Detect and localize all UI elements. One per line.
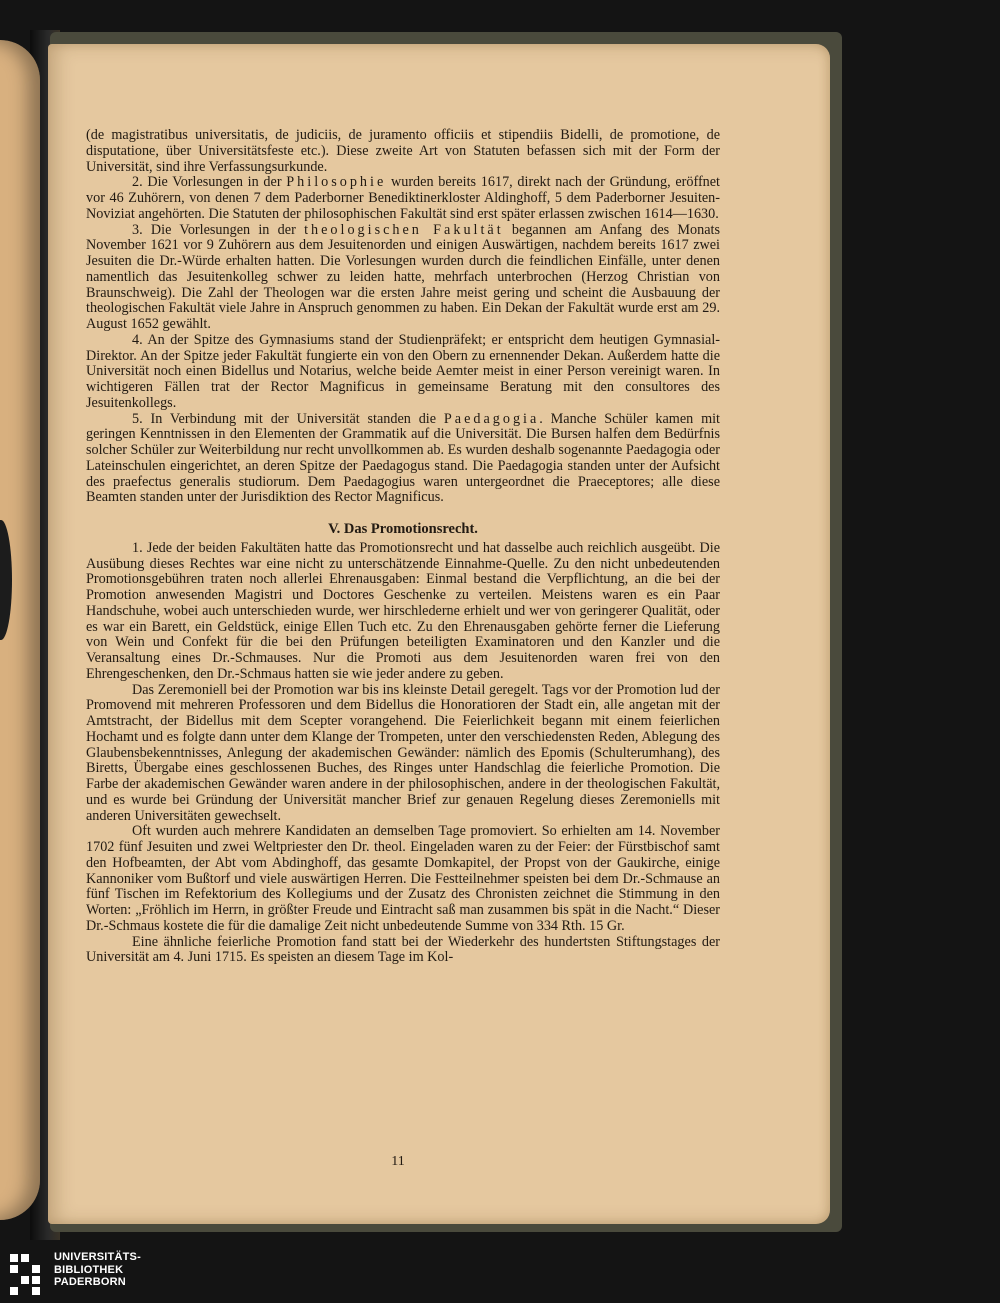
spaced-term: Paedagogia [443,410,540,427]
library-logo-text: UNIVERSITÄTS- BIBLIOTHEK PADERBORN [54,1251,141,1288]
paragraph-theologie: 3. Die Vorlesungen in der theologischen Fakultät begannen am Anfang des Monats November 1621 vor 9 Zuhörern aus dem Jesuitenorden und einigen Auswärtigen, nachdem bereits 1617 zwei Jesuiten die Dr.-Würde erhalten hatten. Die Vorlesungen wurden durch die feindlichen Einfälle, unter denen namentlich das Jesuitenkolleg schwer zu leiden hatte, mehrfach unterbrochen (Herzog Christian von Braunschweig). Die Zahl der Theologen war die ersten Jahre meist gering und scheint die Ausbauung der theologischen Fakultät viele Jahre in Anspruch genommen zu haben. Ein Dekan der Fakultät wurde erst am 29. August 1652 gewählt. [86,221,720,332]
paragraph-statutes: (de magistratibus universitatis, de judiciis, de juramento officiis et stipendiis Bidelli, de promotione, de disputatione, über Universitätsfeste etc.). Diese zweite Art von Statuten befassen sich mit der Form der Universität, sind ihre Verfassungsurkunde. [86,127,720,175]
spaced-term: Philosophie [286,174,387,191]
paragraph-promotion-1715: Eine ähnliche feierliche Promotion fand statt bei der Wiederkehr des hundertsten Stiftungstages der Universität am 4. Juni 1715. Es speisten an diesem Tage im Kol- [86,933,720,966]
paragraph-kandidaten: Oft wurden auch mehrere Kandidaten an demselben Tage promoviert. So erhielten am 14. November 1702 fünf Jesuiten und zwei Weltpriester den Dr. theol. Eingeladen waren zu der Feier: der Fürstbischof samt den Hofbeamten, der Abt vom Abdinghoff, das gesamte Domkapitel, der Propst von der Gaukirche, einige Kannoniker vom Bußtorf und viele auswärtigen Herren. Die Festteilnehmer speisten bei dem Dr.-Schmause an fünf Tischen im Refektorium des Kollegiums und der Zusatz des Chronisten zeichnet die Stimmung in den Worten: „Fröhlich im Herrn, in größter Freude und Eintracht saß man zusammen bis spät in die Nacht.“ Dieser Dr.-Schmaus kostete die für die damalige Zeit nicht unbedeutende Summe von 334 Rth. 15 Gr. [86,823,720,934]
page-text [86,128,720,966]
paragraph-zeremoniell: Das Zeremoniell bei der Promotion war bis ins kleinste Detail geregelt. Tags vor der Promotion lud der Promovend mit mehreren Professoren und dem Bidellus die Honoratioren der Stadt ein, alle angetan mit der Amtstracht, der Bidellus mit dem Scepter vorangehend. Die Feierlichkeit begann mit einem feierlichen Hochamt und es folgte dann unter dem Klange der Trompeten, unter den verschiedensten Reden, Ablegung des Glaubensbekenntnisses, Anlegung der akademischen Gewänder: nämlich des Epomis (Schulterumhang), des Biretts, Übergabe eines geschlossenen Buches, des Ringes unter Handschlag die feierliche Promotion. Die Farbe der akademischen Gewänder waren andere in der philosophischen, andere in der theologischen Fakultät, und es wurde bei Gründung der Universität mancher Brief zur genauen Regelung dieses Zeremoniells mit anderen Universitäten gewechselt. [86,681,720,824]
paragraph-gymnasium: 4. An der Spitze des Gymnasiums stand der Studienpräfekt; er entspricht dem heutigen Gymnasial-Direktor. An der Spitze jeder Fakultät fungierte ein von den Obern zu ernennender Dekan. Außerdem hatte die Universität noch einen Bidellus und Notarius, welche beide Aemter meist in einer Person vereinigt waren. In wichtigeren Fällen trat der Rector Magnificus in gemeinsame Beratung mit den consultores des Jesuitenkollegs. [86,331,720,411]
page-number: 11 [391,1154,405,1169]
section-heading: V. Das Promotionsrecht. [328,521,478,537]
library-logo-icon [4,1250,50,1296]
paragraph-paedagogia: 5. In Verbindung mit der Universität standen die Paedagogia. Manche Schüler kamen mit geringen Kenntnissen in den Elementen der Grammatik auf die Universität. Die Bursen halfen dem Bedürfnis solcher Schüler zur Weiterbildung nur recht unvollkommen ab. Es wurden deshalb sogenannte Paedagogia oder Lateinschulen eingerichtet, an deren Spitze der Paedagogus stand. Die Paedagogia standen unter der Aufsicht des praefectus generalis studiorum. Dem Paedagogius waren untergeordnet die Praeceptores; alle diese Beamten standen unter der Jurisdiktion des Rector Magnificus. [86,410,720,506]
paragraph-philosophie: 2. Die Vorlesungen in der Philosophie wurden bereits 1617, direkt nach der Gründung, eröffnet vor 46 Zuhörern, von denen 7 dem Paderborner Benediktinerkloster Aldinghoff, 5 dem Paderborner Jesuiten-Noviziat angehörten. Die Statuten der philosophischen Fakultät sind erst später erlassen zwischen 1614—1630. [86,174,721,222]
spaced-term: theologischen Fakultät [304,221,504,238]
paragraph-promotionsrecht: 1. Jede der beiden Fakultäten hatte das Promotionsrecht und hat dasselbe auch reichlich ausgeübt. Die Ausübung dieses Rechtes war eine nicht zu unterschätzende Einnahme-Quelle. Zu den nicht unbedeutenden Promotionsgebühren traten noch allerlei Ehrenausgaben: Einmal bestand die Verpflichtung, an die bei der Promotion anwesenden Magistri und Doctores Geschenke zu verteilen. Meistens waren es ein Paar Handschuhe, wobei auch unterschieden wurde, wer hirschlederne erhielt und wer von geringerer Qualität, oder es war ein Barett, ein Geldstück, einige Ellen Tuch etc. Zu den Ehrenausgaben gehörte ferner die Lieferung von Wein und Confekt für die bei den Prüfungen beteiligten Examinatoren und den Kanzler und die Veransaltung eines Dr.-Schmauses. Nur die Promoti aus dem Jesuitenorden waren frei von den Ehrengeschenken, den Dr.-Schmaus hatten sie wie jeder andere zu geben. [86,539,720,682]
library-logo [4,1248,164,1298]
